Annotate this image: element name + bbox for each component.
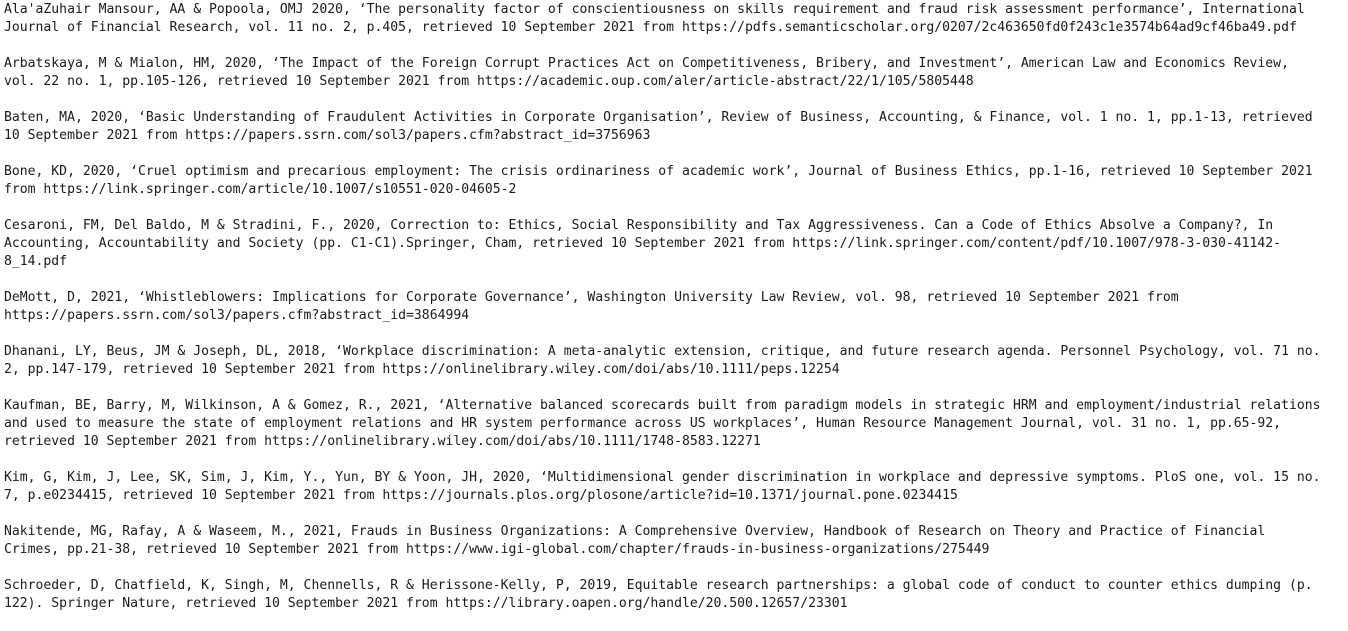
reference-line: 122). Springer Nature, retrieved 10 September 2021 from https://library.oapen.org/handle/20.500.12657/23301 [4,596,848,611]
reference-line: from https://link.springer.com/article/10.1007/s10551-020-04605-2 [4,182,517,197]
reference-entry [4,1,1346,37]
reference-line: DeMott, D, 2021, ‘Whistleblowers: Implications for Corporate Governance’, Washington University Law Review, vol. 98, retrieved 10 September 2021 from [4,290,1179,305]
reference-line: Kaufman, BE, Barry, M, Wilkinson, A & Gomez, R., 2021, ‘Alternative balanced scorecards built from paradigm models in strategic HRM and employment/industrial relations [4,398,1321,413]
reference-line: Schroeder, D, Chatfield, K, Singh, M, Chennells, R & Herissone-Kelly, P, 2019, Equitable research partnerships: a global code of conduct to counter ethics dumping (p. [4,578,1313,593]
reference-line: Crimes, pp.21-38, retrieved 10 September 2021 from https://www.igi-global.com/chapter/frauds-in-business-organizations/275449 [4,542,990,557]
reference-entry [4,289,1346,325]
reference-line: 10 September 2021 from https://papers.ssrn.com/sol3/papers.cfm?abstract_id=3756963 [4,128,651,143]
reference-line: Kim, G, Kim, J, Lee, SK, Sim, J, Kim, Y., Yun, BY & Yoon, JH, 2020, ‘Multidimensional gender discrimination in workplace and depressive symptoms. PloS one, vol. 15 no. [4,470,1321,485]
reference-entry [4,109,1346,145]
reference-line: 7, p.e0234415, retrieved 10 September 2021 from https://journals.plos.org/plosone/article?id=10.1371/journal.pone.0234415 [4,488,958,503]
reference-entry [4,397,1346,451]
reference-line: retrieved 10 September 2021 from https://onlinelibrary.wiley.com/doi/abs/10.1111/1748-8583.12271 [4,434,761,449]
reference-line: Dhanani, LY, Beus, JM & Joseph, DL, 2018, ‘Workplace discrimination: A meta-analytic extension, critique, and future research agenda. Personnel Psychology, vol. 71 no. [4,344,1321,359]
reference-line: Cesaroni, FM, Del Baldo, M & Stradini, F., 2020, Correction to: Ethics, Social Responsibility and Tax Aggressiveness. Can a Code of Ethics Absolve a Company?, In [4,218,1274,233]
reference-line: Arbatskaya, M & Mialon, HM, 2020, ‘The Impact of the Foreign Corrupt Practices Act on Competitiveness, Bribery, and Investment’, American Law and Economics Review, [4,56,1289,71]
reference-entry [4,217,1346,271]
reference-line: https://papers.ssrn.com/sol3/papers.cfm?abstract_id=3864994 [4,308,470,323]
reference-line: 8_14.pdf [4,254,68,269]
reference-line: Bone, KD, 2020, ‘Cruel optimism and precarious employment: The crisis ordinariness of academic work’, Journal of Business Ethics, pp.1-16, retrieved 10 September 2021 [4,164,1313,179]
reference-entry [4,343,1346,379]
reference-entry [4,163,1346,199]
reference-line: Journal of Financial Research, vol. 11 no. 2, p.405, retrieved 10 September 2021 from https://pdfs.semanticscholar.org/0207/2c463650fd0f243c1e3574b64ad9cf46ba49.pdf [4,20,1297,35]
reference-line: and used to measure the state of employment relations and HR system performance across US workplaces’, Human Resource Management Journal, vol. 31 no. 1, pp.65-92, [4,416,1282,431]
reference-line: vol. 22 no. 1, pp.105-126, retrieved 10 September 2021 from https://academic.oup.com/aler/article-abstract/22/1/105/5805448 [4,74,974,89]
reference-line: Nakitende, MG, Rafay, A & Waseem, M., 2021, Frauds in Business Organizations: A Comprehensive Overview, Handbook of Research on Theory and Practice of Financial [4,524,1266,539]
reference-line: 2, pp.147-179, retrieved 10 September 2021 from https://onlinelibrary.wiley.com/doi/abs/10.1111/peps.12254 [4,362,840,377]
reference-entry [4,523,1346,559]
reference-list [4,1,1346,631]
reference-entry [4,469,1346,505]
reference-entry [4,55,1346,91]
reference-entry [4,577,1346,613]
reference-line: Accounting, Accountability and Society (pp. C1-C1).Springer, Cham, retrieved 10 September 2021 from https://link.springer.com/content/pdf/10.1007/978-3-030-41142- [4,236,1282,251]
reference-line: Ala'aZuhair Mansour, AA & Popoola, OMJ 2020, ‘The personality factor of conscientiousness on skills requirement and fraud risk assessment performance’, International [4,2,1305,17]
reference-line: Baten, MA, 2020, ‘Basic Understanding of Fraudulent Activities in Corporate Organisation’, Review of Business, Accounting, & Finance, vol. 1 no. 1, pp.1-13, retrieved [4,110,1313,125]
